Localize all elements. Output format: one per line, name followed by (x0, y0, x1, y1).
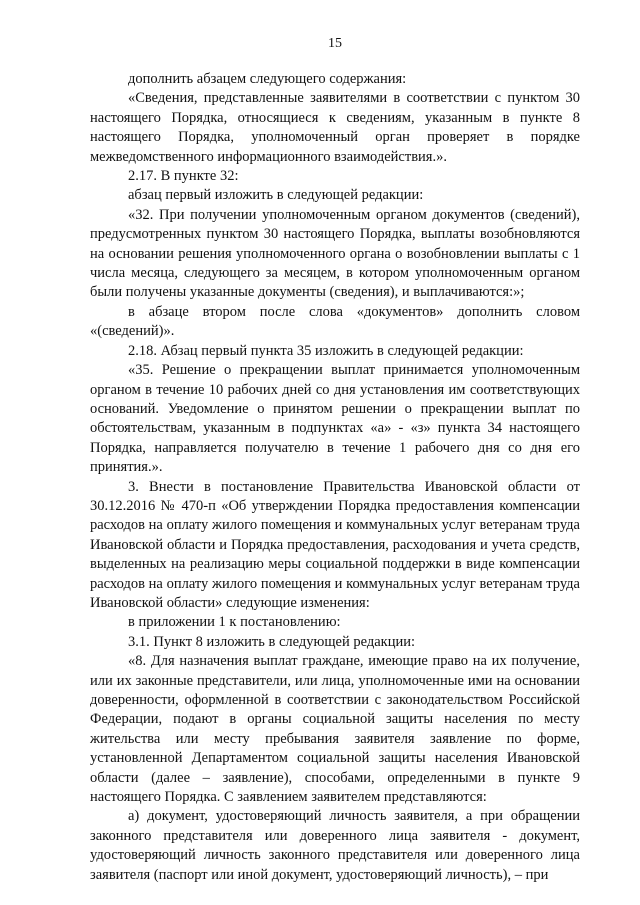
paragraph-6: в абзаце втором после слова «документов» дополнить словом «(сведений)». (90, 303, 580, 340)
paragraph-4: абзац первый изложить в следующей редакции: (128, 187, 424, 204)
paragraph-5: «32. При получении уполномоченным органом документов (сведений), предусмотренных пунктом 30 настоящего Порядка, выплаты возобновляются на основании решения уполномоченного органа о возобновлении выплаты с 1 числа месяца, следующего за месяцем, в котором уполномоченным органом были получены указанные документы (сведения), и выплачиваются:»; (90, 206, 580, 301)
paragraph-7: 2.18. Абзац первый пункта 35 изложить в следующей редакции: (128, 342, 524, 359)
paragraph-11: 3.1. Пункт 8 изложить в следующей редакции: (128, 633, 416, 650)
paragraph-3: 2.17. В пункте 32: (128, 168, 239, 185)
paragraph-12: «8. Для назначения выплат граждане, имеющие право на их получение, или их законные представители, или лица, уполномоченные ими на основании доверенности, оформленной в соответствии с законодательством Российской Федерации, подают в органы социальной защиты населения по месту жительства или месту пребывания заявителя заявление по форме, установленной Департаментом социальной защиты населения Ивановской области (далее – заявление), способами, определенными в пункте 9 настоящего Порядка. С заявлением заявителем представляются: (90, 653, 580, 806)
document-body (90, 70, 580, 885)
paragraph-1: дополнить абзацем следующего содержания: (128, 71, 407, 87)
paragraph-13: а) документ, удостоверяющий личность заявителя, а при обращении законного представителя или доверенного лица заявителя - документ, удостоверяющий личность законного представителя или доверенного лица заявителя (паспорт или иной документ, удостоверяющий личность), – при (90, 808, 580, 883)
paragraph-8: «35. Решение о прекращении выплат принимается уполномоченным органом в течение 10 рабочих дней со дня установления им соответствующих оснований. Уведомление о принятом решении о прекращении выплат по обстоятельствам, указанным в подпунктах «а» - «з» пункта 34 настоящего Порядка, направляется получателю в течение 1 рабочего дня со дня его принятия.». (90, 362, 580, 476)
page-number: 15 (328, 36, 342, 51)
paragraph-2: «Сведения, представленные заявителями в соответствии с пунктом 30 настоящего Порядка, относящиеся к сведениям, указанным в пункте 8 настоящего Порядка, уполномоченный орган проверяет в порядке межведомственного информационного взаимодействия.». (90, 90, 580, 165)
paragraph-10: в приложении 1 к постановлению: (128, 614, 341, 631)
paragraph-9: 3. Внести в постановление Правительства Ивановской области от 30.12.2016 № 470-п «Об утверждении Порядка предоставления компенсации расходов на оплату жилого помещения и коммунальных услуг ветеранам труда Ивановской области и Порядка предоставления, расходования и учета средств, выделенных на реализацию меры социальной поддержки в виде компенсации расходов на оплату жилого помещения и коммунальных услуг ветеранам труда Ивановской области» следующие изменения: (90, 478, 580, 611)
